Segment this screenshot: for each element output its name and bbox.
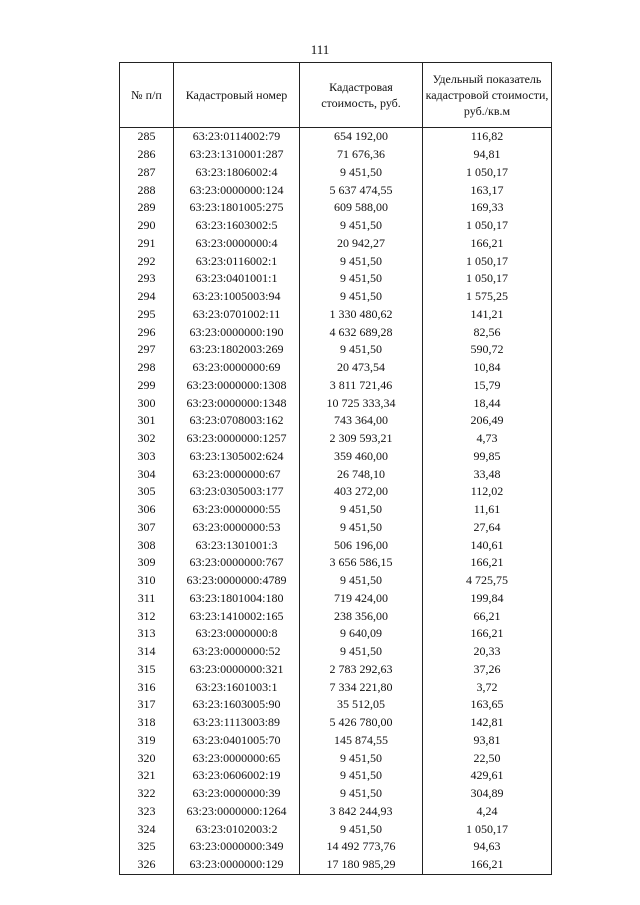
cadastral-value: 9 451,50	[300, 820, 423, 838]
specific-indicator: 206,49	[423, 412, 552, 430]
row-number: 291	[120, 235, 174, 253]
cadastral-value: 9 451,50	[300, 785, 423, 803]
table-row	[120, 749, 552, 767]
cadastral-value: 4 632 689,28	[300, 323, 423, 341]
cadastral-number: 63:23:0000000:349	[174, 838, 300, 856]
table-row	[120, 572, 552, 590]
page-number: 111	[310, 42, 330, 57]
cadastral-value: 9 451,50	[300, 749, 423, 767]
table-row	[120, 607, 552, 625]
row-number: 320	[120, 749, 174, 767]
table-row	[120, 217, 552, 235]
cadastral-number: 63:23:0401001:1	[174, 270, 300, 288]
specific-indicator: 142,81	[423, 714, 552, 732]
cadastral-value: 719 424,00	[300, 590, 423, 608]
row-number: 300	[120, 394, 174, 412]
specific-indicator: 22,50	[423, 749, 552, 767]
cadastral-value: 10 725 333,34	[300, 394, 423, 412]
table-row	[120, 430, 552, 448]
specific-indicator: 116,82	[423, 128, 552, 146]
table-row	[120, 820, 552, 838]
table-row	[120, 288, 552, 306]
cadastral-number: 63:23:0114002:79	[174, 128, 300, 146]
row-number: 325	[120, 838, 174, 856]
specific-indicator: 140,61	[423, 536, 552, 554]
specific-indicator: 10,84	[423, 359, 552, 377]
specific-indicator: 94,63	[423, 838, 552, 856]
specific-indicator: 590,72	[423, 341, 552, 359]
table-row	[120, 181, 552, 199]
table-row	[120, 767, 552, 785]
header-specific-indicator: Удельный показатель кадастровой стоимости, руб./кв.м	[423, 63, 552, 128]
table-row	[120, 554, 552, 572]
table-header	[120, 63, 552, 128]
specific-indicator: 166,21	[423, 856, 552, 874]
row-number: 292	[120, 252, 174, 270]
cadastral-number: 63:23:1601003:1	[174, 678, 300, 696]
cadastral-number: 63:23:1410002:165	[174, 607, 300, 625]
cadastral-value: 7 334 221,80	[300, 678, 423, 696]
table-row	[120, 270, 552, 288]
table-row	[120, 394, 552, 412]
table-row	[120, 696, 552, 714]
row-number: 323	[120, 803, 174, 821]
row-number: 294	[120, 288, 174, 306]
specific-indicator: 199,84	[423, 590, 552, 608]
cadastral-number: 63:23:1603005:90	[174, 696, 300, 714]
table-row	[120, 785, 552, 803]
cadastral-value: 20 473,54	[300, 359, 423, 377]
cadastral-value: 9 451,50	[300, 501, 423, 519]
row-number: 312	[120, 607, 174, 625]
cadastral-number: 63:23:0000000:4789	[174, 572, 300, 590]
specific-indicator: 4,73	[423, 430, 552, 448]
cadastral-number: 63:23:0000000:321	[174, 661, 300, 679]
cadastral-number: 63:23:1806002:4	[174, 164, 300, 182]
row-number: 302	[120, 430, 174, 448]
specific-indicator: 1 050,17	[423, 270, 552, 288]
row-number: 304	[120, 465, 174, 483]
specific-indicator: 166,21	[423, 554, 552, 572]
row-number: 298	[120, 359, 174, 377]
table-row	[120, 838, 552, 856]
cadastral-value: 238 356,00	[300, 607, 423, 625]
cadastral-number: 63:23:1310001:287	[174, 146, 300, 164]
cadastral-number: 63:23:0000000:124	[174, 181, 300, 199]
cadastral-value: 26 748,10	[300, 465, 423, 483]
cadastral-number: 63:23:1301001:3	[174, 536, 300, 554]
cadastral-value: 9 451,50	[300, 252, 423, 270]
cadastral-value: 359 460,00	[300, 448, 423, 466]
table-row	[120, 235, 552, 253]
table-row	[120, 252, 552, 270]
cadastral-number: 63:23:0000000:129	[174, 856, 300, 874]
cadastral-number: 63:23:0000000:190	[174, 323, 300, 341]
table-row	[120, 412, 552, 430]
cadastral-number: 63:23:0305003:177	[174, 483, 300, 501]
row-number: 315	[120, 661, 174, 679]
cadastral-value: 2 783 292,63	[300, 661, 423, 679]
cadastral-value: 14 492 773,76	[300, 838, 423, 856]
specific-indicator: 27,64	[423, 519, 552, 537]
cadastral-value: 3 842 244,93	[300, 803, 423, 821]
specific-indicator: 166,21	[423, 625, 552, 643]
table-row	[120, 536, 552, 554]
row-number: 290	[120, 217, 174, 235]
row-number: 306	[120, 501, 174, 519]
specific-indicator: 82,56	[423, 323, 552, 341]
row-number: 286	[120, 146, 174, 164]
specific-indicator: 4 725,75	[423, 572, 552, 590]
table-row	[120, 590, 552, 608]
specific-indicator: 11,61	[423, 501, 552, 519]
header-num: № п/п	[120, 63, 174, 128]
row-number: 318	[120, 714, 174, 732]
cadastral-number: 63:23:0000000:65	[174, 749, 300, 767]
row-number: 308	[120, 536, 174, 554]
table-row	[120, 501, 552, 519]
table-row	[120, 643, 552, 661]
specific-indicator: 1 050,17	[423, 217, 552, 235]
cadastral-value: 743 364,00	[300, 412, 423, 430]
specific-indicator: 99,85	[423, 448, 552, 466]
table-body	[120, 128, 552, 875]
cadastral-value: 9 451,50	[300, 217, 423, 235]
row-number: 321	[120, 767, 174, 785]
row-number: 293	[120, 270, 174, 288]
cadastral-number: 63:23:0401005:70	[174, 732, 300, 750]
cadastral-value: 1 330 480,62	[300, 306, 423, 324]
row-number: 303	[120, 448, 174, 466]
cadastral-number: 63:23:0000000:52	[174, 643, 300, 661]
cadastral-number: 63:23:0000000:69	[174, 359, 300, 377]
row-number: 326	[120, 856, 174, 874]
cadastral-number: 63:23:1801004:180	[174, 590, 300, 608]
table-row	[120, 199, 552, 217]
cadastral-value: 9 451,50	[300, 341, 423, 359]
table-row	[120, 856, 552, 874]
row-number: 319	[120, 732, 174, 750]
cadastral-number: 63:23:0000000:1348	[174, 394, 300, 412]
row-number: 324	[120, 820, 174, 838]
table-row	[120, 732, 552, 750]
cadastral-number: 63:23:0000000:53	[174, 519, 300, 537]
specific-indicator: 20,33	[423, 643, 552, 661]
row-number: 316	[120, 678, 174, 696]
table-row	[120, 803, 552, 821]
specific-indicator: 1 575,25	[423, 288, 552, 306]
row-number: 285	[120, 128, 174, 146]
cadastral-value: 3 656 586,15	[300, 554, 423, 572]
cadastral-value: 9 451,50	[300, 519, 423, 537]
cadastral-value: 5 426 780,00	[300, 714, 423, 732]
cadastral-value: 609 588,00	[300, 199, 423, 217]
row-number: 289	[120, 199, 174, 217]
cadastral-number: 63:23:1603002:5	[174, 217, 300, 235]
cadastral-number: 63:23:0000000:1257	[174, 430, 300, 448]
row-number: 287	[120, 164, 174, 182]
specific-indicator: 66,21	[423, 607, 552, 625]
cadastral-value: 145 874,55	[300, 732, 423, 750]
specific-indicator: 1 050,17	[423, 164, 552, 182]
specific-indicator: 3,72	[423, 678, 552, 696]
specific-indicator: 1 050,17	[423, 252, 552, 270]
cadastral-number: 63:23:0000000:767	[174, 554, 300, 572]
specific-indicator: 166,21	[423, 235, 552, 253]
cadastral-number: 63:23:0000000:1308	[174, 377, 300, 395]
table-row	[120, 306, 552, 324]
row-number: 305	[120, 483, 174, 501]
cadastral-number: 63:23:0102003:2	[174, 820, 300, 838]
specific-indicator: 15,79	[423, 377, 552, 395]
cadastral-number: 63:23:0000000:67	[174, 465, 300, 483]
table-row	[120, 377, 552, 395]
cadastral-number: 63:23:1305002:624	[174, 448, 300, 466]
specific-indicator: 169,33	[423, 199, 552, 217]
specific-indicator: 304,89	[423, 785, 552, 803]
cadastral-value: 2 309 593,21	[300, 430, 423, 448]
table-row	[120, 341, 552, 359]
table-row	[120, 448, 552, 466]
cadastral-value: 3 811 721,46	[300, 377, 423, 395]
table-row	[120, 146, 552, 164]
table-row	[120, 128, 552, 146]
specific-indicator: 33,48	[423, 465, 552, 483]
row-number: 296	[120, 323, 174, 341]
specific-indicator: 4,24	[423, 803, 552, 821]
cadastral-value: 9 640,09	[300, 625, 423, 643]
cadastral-value: 9 451,50	[300, 164, 423, 182]
cadastral-number: 63:23:1802003:269	[174, 341, 300, 359]
specific-indicator: 1 050,17	[423, 820, 552, 838]
row-number: 288	[120, 181, 174, 199]
cadastral-value: 9 451,50	[300, 767, 423, 785]
cadastral-number: 63:23:1005003:94	[174, 288, 300, 306]
table-row	[120, 359, 552, 377]
row-number: 322	[120, 785, 174, 803]
cadastral-number: 63:23:0701002:11	[174, 306, 300, 324]
cadastral-number: 63:23:0000000:55	[174, 501, 300, 519]
cadastral-value: 506 196,00	[300, 536, 423, 554]
specific-indicator: 141,21	[423, 306, 552, 324]
specific-indicator: 93,81	[423, 732, 552, 750]
header-cadastral-number: Кадастровый номер	[174, 63, 300, 128]
row-number: 314	[120, 643, 174, 661]
table-row	[120, 678, 552, 696]
row-number: 313	[120, 625, 174, 643]
cadastral-value: 35 512,05	[300, 696, 423, 714]
row-number: 301	[120, 412, 174, 430]
cadastral-value: 5 637 474,55	[300, 181, 423, 199]
specific-indicator: 18,44	[423, 394, 552, 412]
cadastral-number: 63:23:0606002:19	[174, 767, 300, 785]
cadastral-number: 63:23:0000000:4	[174, 235, 300, 253]
row-number: 309	[120, 554, 174, 572]
cadastral-number: 63:23:0000000:39	[174, 785, 300, 803]
header-cadastral-value: Кадастровая стоимость, руб.	[300, 63, 423, 128]
cadastral-number: 63:23:0000000:8	[174, 625, 300, 643]
specific-indicator: 163,17	[423, 181, 552, 199]
cadastral-value: 9 451,50	[300, 288, 423, 306]
specific-indicator: 163,65	[423, 696, 552, 714]
table-row	[120, 519, 552, 537]
cadastral-number: 63:23:0000000:1264	[174, 803, 300, 821]
row-number: 317	[120, 696, 174, 714]
cadastral-value: 654 192,00	[300, 128, 423, 146]
cadastral-value: 9 451,50	[300, 572, 423, 590]
row-number: 310	[120, 572, 174, 590]
cadastral-value: 20 942,27	[300, 235, 423, 253]
row-number: 307	[120, 519, 174, 537]
specific-indicator: 94,81	[423, 146, 552, 164]
cadastral-value: 71 676,36	[300, 146, 423, 164]
row-number: 311	[120, 590, 174, 608]
cadastral-table	[119, 62, 552, 875]
table-row	[120, 483, 552, 501]
table-row	[120, 714, 552, 732]
table-row	[120, 465, 552, 483]
row-number: 299	[120, 377, 174, 395]
table-row	[120, 323, 552, 341]
cadastral-number: 63:23:1801005:275	[174, 199, 300, 217]
specific-indicator: 37,26	[423, 661, 552, 679]
row-number: 297	[120, 341, 174, 359]
cadastral-number: 63:23:0116002:1	[174, 252, 300, 270]
specific-indicator: 112,02	[423, 483, 552, 501]
cadastral-value: 403 272,00	[300, 483, 423, 501]
specific-indicator: 429,61	[423, 767, 552, 785]
table-row	[120, 661, 552, 679]
cadastral-value: 17 180 985,29	[300, 856, 423, 874]
table-row	[120, 164, 552, 182]
table-row	[120, 625, 552, 643]
cadastral-value: 9 451,50	[300, 270, 423, 288]
row-number: 295	[120, 306, 174, 324]
cadastral-value: 9 451,50	[300, 643, 423, 661]
cadastral-number: 63:23:0708003:162	[174, 412, 300, 430]
cadastral-number: 63:23:1113003:89	[174, 714, 300, 732]
